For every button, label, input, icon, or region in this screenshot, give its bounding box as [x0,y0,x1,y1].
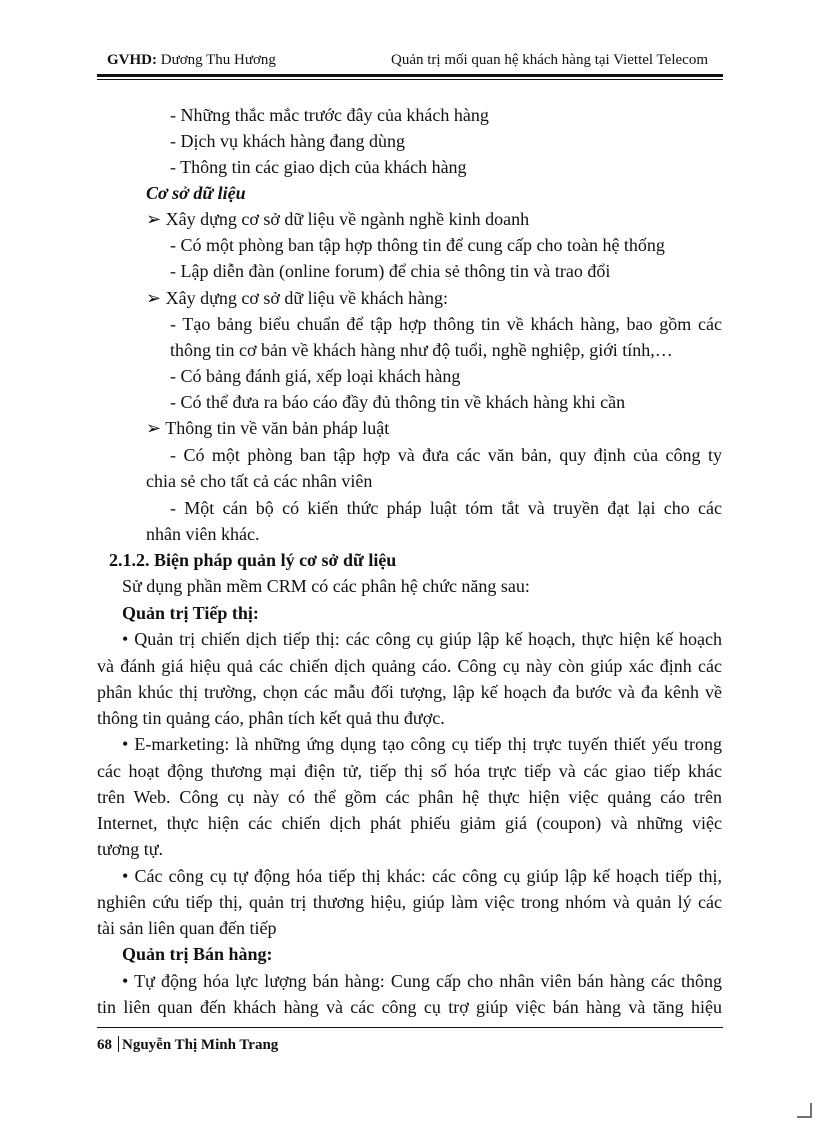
bullet-line: ➢ Thông tin về văn bản pháp luật [146,418,390,438]
text-line: - Những thắc mắc trước đây của khách hàng [170,105,489,125]
text-line: • Tự động hóa lực lượng bán hàng: Cung cấp cho nhân viên bán hàng các thông [122,971,722,991]
text-line: - Có một phòng ban tập hợp thông tin để cung cấp cho toàn hệ thống [170,235,665,255]
text-line: Sử dụng phần mềm CRM có các phân hệ chức năng sau: [122,576,530,596]
footer-separator [118,1036,119,1052]
page-header [107,52,723,74]
text-line: • Quản trị chiến dịch tiếp thị: các công cụ giúp lập kế hoạch, thực hiện kế hoạch [122,629,722,649]
module-heading: Quản trị Bán hàng: [122,944,273,964]
text-line: - Tạo bảng biểu chuẩn để tập hợp thông tin về khách hàng, bao gồm các [170,314,722,334]
page-number: 68 [97,1037,112,1053]
bullet-line: ➢ Xây dựng cơ sở dữ liệu về khách hàng: [146,288,449,308]
text-line: thông tin quảng cáo, phân tích kết quả thu được. [97,708,445,728]
text-line: - Dịch vụ khách hàng đang dùng [170,131,405,151]
text-line: - Một cán bộ có kiến thức pháp luật tóm tắt và truyền đạt lại cho các [170,498,722,518]
header-title: Quản trị mối quan hệ khách hàng tại Viettel Telecom [391,52,708,68]
footer-rule [97,1027,723,1028]
text-line: tài sản liên quan đến tiếp [97,918,277,938]
bullet-line: ➢ Xây dựng cơ sở dữ liệu về ngành nghề kinh doanh [146,209,530,229]
corner-mark-icon [795,1101,813,1119]
text-line: thông tin cơ bản về khách hàng như độ tuổi, nghề nghiệp, giới tính,… [170,340,673,360]
text-line: trên Web. Công cụ này có thể gồm các phân hệ thực hiện việc quảng cáo trên [97,787,722,807]
text-line: - Lập diễn đàn (online forum) để chia sẻ thông tin và trao đổi [170,261,611,281]
text-line: Internet, thực hiện các chiến dịch phát phiếu giảm giá (coupon) và những việc [97,813,722,833]
module-heading: Quản trị Tiếp thị: [122,603,259,623]
text-line: - Có bảng đánh giá, xếp loại khách hàng [170,366,461,386]
text-line: - Có một phòng ban tập hợp và đưa các văn bản, quy định của công ty [170,445,722,465]
footer-author: Nguyễn Thị Minh Trang [122,1037,279,1053]
text-line: tương tự. [97,839,164,859]
text-line: và đánh giá hiệu quả các chiến dịch quảng cáo. Công cụ này còn giúp xác định các [97,656,722,676]
text-line: nghiên cứu tiếp thị, quản trị thương hiệu, giúp làm việc trong nhóm và quản lý các [97,892,722,912]
header-supervisor-label: GVHD: [107,52,157,68]
header-supervisor [107,52,276,69]
subsection-heading: 2.1.2. Biện pháp quản lý cơ sở dữ liệu [109,550,397,570]
header-rule-thin [97,79,723,80]
text-line: • E-marketing: là những ứng dụng tạo công cụ tiếp thị trực tuyến thiết yếu trong [122,734,722,754]
header-supervisor-name: Dương Thu Hương [160,52,276,68]
header-rule-thick [97,74,723,77]
text-line: chia sẻ cho tất cả các nhân viên [146,471,373,491]
text-line: - Có thể đưa ra báo cáo đầy đủ thông tin về khách hàng khi cần [170,392,626,412]
page-footer [97,1036,278,1054]
text-line: các hoạt động thương mại điện tử, tiếp thị số hóa trực tiếp và các giao tiếp khác [97,761,722,781]
text-line: - Thông tin các giao dịch của khách hàng [170,157,467,177]
text-line: nhân viên khác. [146,524,260,544]
text-line: tin liên quan đến khách hàng và các công cụ trợ giúp việc bán hàng và tăng hiệu [97,997,722,1017]
section-heading: Cơ sở dữ liệu [146,183,246,203]
text-line: • Các công cụ tự động hóa tiếp thị khác: các công cụ giúp lập kế hoạch tiếp thị, [122,866,722,886]
text-line: phân khúc thị trường, chọn các mẫu đối tượng, lập kế hoạch đa bước và đa kênh về [97,682,722,702]
